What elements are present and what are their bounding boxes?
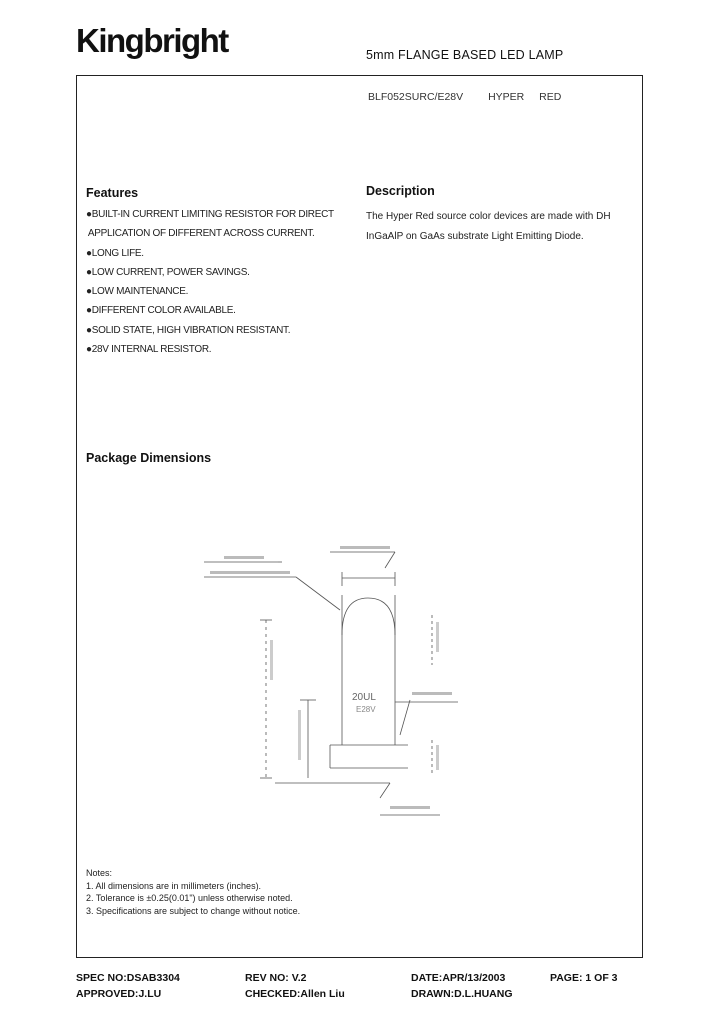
feature-item: ●DIFFERENT COLOR AVAILABLE. — [86, 305, 236, 317]
description-text: The Hyper Red source color devices are made with DH InGaAlP on GaAs substrate Light Emitting Diode. — [366, 211, 611, 242]
part-number-line — [368, 91, 561, 103]
page-value: 1 OF 3 — [585, 972, 618, 984]
page-label: PAGE: — [550, 972, 583, 984]
note-item: 3. Specifications are subject to change without notice. — [86, 905, 301, 916]
package-dimensions-drawing — [190, 540, 470, 830]
feature-item: ●28V INTERNAL RESISTOR. — [86, 344, 212, 356]
note-item: 2. Tolerance is ±0.25(0.01") unless otherwise noted. — [86, 893, 293, 903]
features-list — [86, 209, 334, 363]
approved-value: J.LU — [138, 988, 162, 1000]
checked-value: Allen Liu — [300, 988, 345, 1000]
page-number — [550, 972, 618, 984]
note-item: 1. All dimensions are in millimeters (inches). — [86, 880, 262, 891]
spec-no-label: SPEC NO: — [76, 972, 127, 984]
feature-item: ●BUILT-IN CURRENT LIMITING RESISTOR FOR DIRECT — [86, 209, 334, 220]
drawn — [411, 988, 513, 1000]
date — [411, 972, 505, 984]
company-logo: Kingbright — [76, 22, 228, 59]
document-title: 5mm FLANGE BASED LED LAMP — [366, 48, 564, 62]
feature-item: APPLICATION OF DIFFERENT ACROSS CURRENT. — [86, 228, 315, 240]
drawn-label: DRAWN: — [411, 988, 455, 1000]
feature-item: ●LOW MAINTENANCE. — [86, 286, 189, 298]
notes-block — [86, 867, 300, 917]
rev-no — [245, 972, 306, 984]
package-dimensions-heading: Package Dimensions — [86, 451, 212, 465]
drawing-label: E28V — [356, 705, 376, 714]
leader-line — [385, 552, 395, 568]
rev-no-label: REV NO: — [245, 972, 289, 984]
drawn-value: D.L.HUANG — [454, 988, 513, 1000]
rev-no-value: V.2 — [291, 972, 307, 984]
feature-item: ●LOW CURRENT, POWER SAVINGS. — [86, 266, 250, 278]
feature-item: ●LONG LIFE. — [86, 247, 144, 259]
features-heading: Features — [86, 186, 139, 200]
spec-no-value: DSAB3304 — [126, 972, 180, 984]
notes-heading: Notes: — [86, 868, 113, 878]
checked-label: CHECKED: — [245, 988, 301, 1000]
led-lens — [342, 598, 395, 635]
spec-no — [76, 972, 180, 984]
checked — [245, 988, 345, 1000]
leader-line — [296, 577, 340, 610]
approved — [76, 988, 161, 1000]
date-label: DATE: — [411, 972, 443, 984]
description-heading: Description — [366, 184, 435, 198]
date-value: APR/13/2003 — [442, 972, 506, 984]
feature-item: ●SOLID STATE, HIGH VIBRATION RESISTANT. — [86, 324, 291, 336]
part-number: BLF052SURC/E28V — [368, 91, 464, 103]
approved-label: APPROVED: — [76, 988, 139, 1000]
drawing-label: 20UL — [352, 692, 376, 703]
part-color: HYPER RED — [488, 91, 562, 103]
